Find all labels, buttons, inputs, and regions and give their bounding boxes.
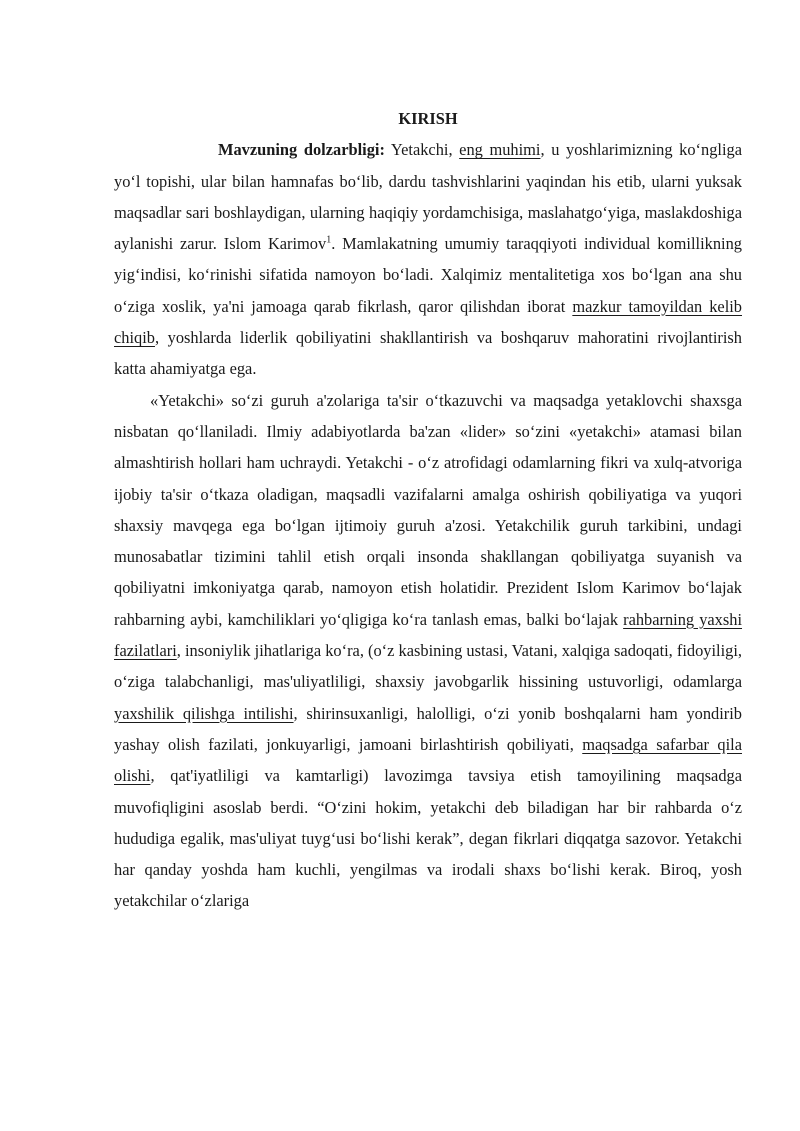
text-run: , yoshlarda liderlik qobiliyatini shakllantirish va boshqaruv mahoratini rivojlantirish katta ahamiyatga ega. xyxy=(114,328,742,379)
text-run: , qat'iyatliligi va kamtarligi) lavozimga tavsiya etish tamoyilining maqsadga muvofiqligini asoslab berdi. “O‘zini hokim, yetakchi deb biladigan har bir rahbarda o‘z hududiga egalik, mas'uliyat tuyg‘usi bo‘lishi kerak”, degan fikrlari diqqatga sazovor. Yetakchi har qanday yoshda ham kuchli, yengilmas va irodali shaxs bo‘lishi kerak. Biroq, yosh yetakchilar o‘zlariga xyxy=(114,766,742,911)
underlined-phrase: eng muhimi xyxy=(459,140,541,160)
text-run: Yetakchi, xyxy=(384,140,460,160)
document-page xyxy=(114,103,742,917)
underlined-phrase: mazkur tamoyildan kelib chiqib xyxy=(114,296,742,348)
underlined-phrase: yaxshilik qilishga intilishi xyxy=(114,703,294,723)
text-run: , u yoshlarimizning ko‘ngliga yo‘l topishi, ular bilan hamnafas bo‘lib, dardu tashvishlarini yaqindan his etib, ularni yuksak maqsadlar sari boshlaydigan, ularning haqiqiy yordamchisiga, maslahatgo‘yiga, maslakdoshiga aylanishi zarur. Islom Karimov xyxy=(114,140,742,254)
text-run: . Mamlakatning umumiy taraqqiyoti individual komillikning yig‘indisi, ko‘rinishi sifatida namoyon bo‘ladi. Xalqimiz mentalitetiga xos bo‘lgan ana shu o‘ziga xoslik, ya'ni jamoaga qarab fikrlash, qaror qilishdan iborat xyxy=(114,234,742,316)
underlined-phrase: rahbarning yaxshi fazilatlari xyxy=(114,609,743,661)
text-run: , shirinsuxanligi, halolligi, o‘zi yonib boshqalarni ham yondirib yashay olish fazilati, jonkuyarligi, jamoani birlashtirish qobiliyati, xyxy=(114,703,742,754)
text-run: , insoniylik jihatlariga ko‘ra, (o‘z kasbining ustasi, Vatani, xalqiga sadoqati, fidoyiligi, o‘ziga talabchanligi, mas'uliyatliligi, shaxsiy javobgarlik hissining ustuvorligi, odamlarga xyxy=(114,641,742,692)
text-run: «Yetakchi» so‘zi guruh a'zolariga ta'sir o‘tkazuvchi va maqsadga yetaklovchi shaxsga nisbatan qo‘llaniladi. Ilmiy adabiyotlarda ba'zan «lider» so‘zini «yetakchi» atamasi bilan almashtirish hollari ham uchraydi. Yetakchi - o‘z atrofidagi odamlarning fikri va xulq-atvoriga ijobiy ta'sir o‘tkaza oladigan, maqsadli vazifalarni amalga oshirish qobiliyatiga va yuqori shaxsiy mavqega ega bo‘lgan ijtimoiy guruh a'zosi. Yetakchilik guruh tarkibini, undagi munosabatlar tizimini tahlil etish orqali insonda shakllangan qobiliyatga suyanish va qobiliyatni imkoniyatga qarab, namoyon etish holatidir. Prezident Islom Karimov bo‘lajak rahbarning aybi, kamchiliklari yo‘qligiga ko‘ra tanlash emas, balki bo‘lajak xyxy=(114,390,742,629)
paragraph-relevance xyxy=(114,134,742,384)
paragraph-leader-definition xyxy=(114,385,742,917)
relevance-lead: Mavzuning dolzarbligi: xyxy=(218,140,385,160)
footnote-marker[interactable]: 1 xyxy=(326,234,332,246)
page-title: KIRISH xyxy=(398,109,458,128)
underlined-phrase: maqsadga safarbar qila olishi xyxy=(114,734,742,786)
